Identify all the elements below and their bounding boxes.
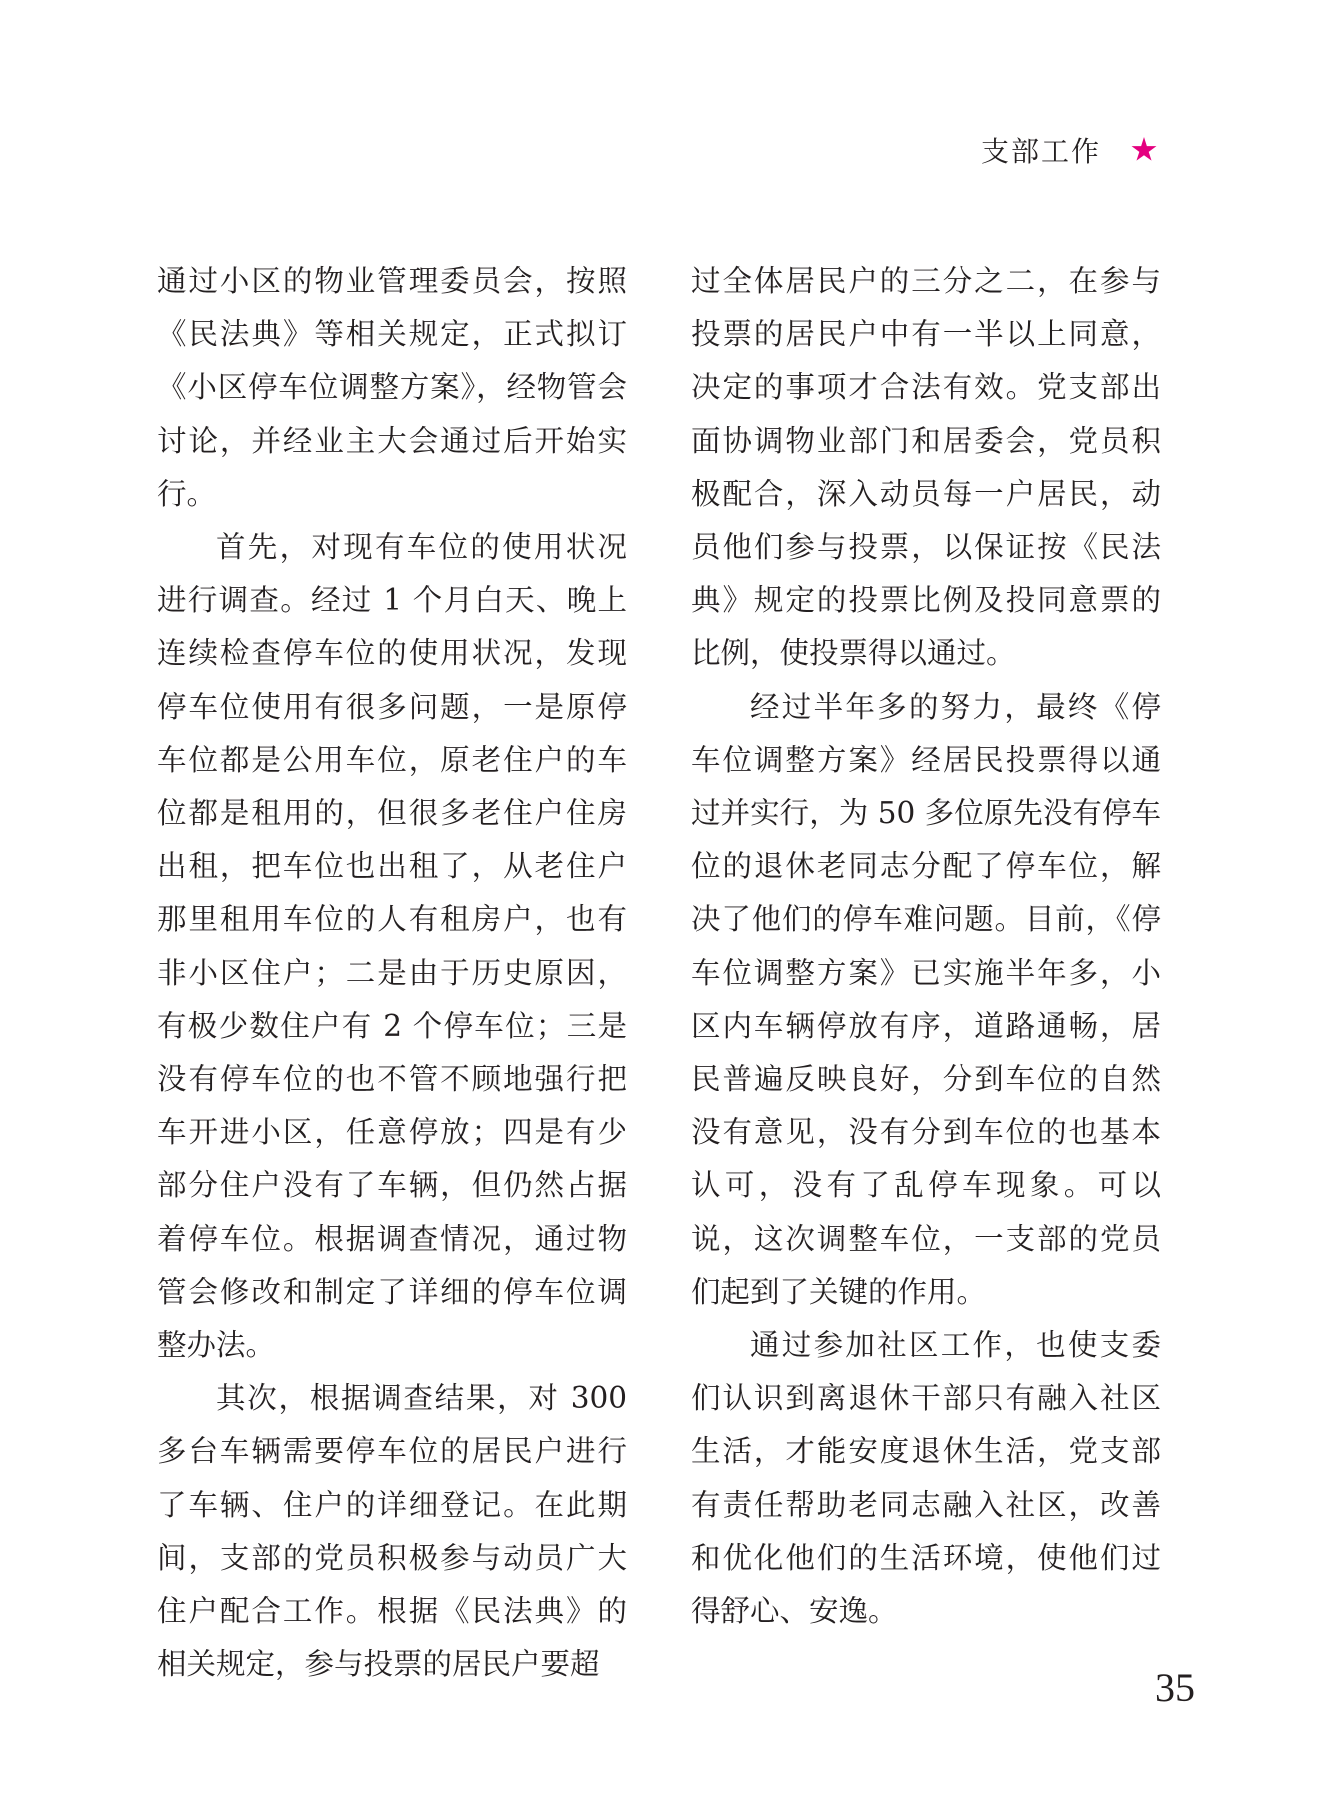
paragraph: 过全体居民户的三分之二，在参与投票的居民户中有一半以上同意，决定的事项才合法有效。党支部出面协调物业部门和居委会，党员积极配合，深入动员每一户居民，动员他们参与投票，以保证按《民法典》规定的投票比例及投同意票的比例，使投票得以通过。 [691,264,1161,671]
section-title: 支部工作 [980,135,1101,168]
paragraph: 首先，对现有车位的使用状况进行调查。经过 1 个月白天、晚上连续检查停车位的使用状况，发现停车位使用有很多问题，一是原停车位都是公用车位，原老住户的车位都是租用的，但很多老住户住房出租，把车位也出租了，从老住户那里租用车位的人有租房户，也有非小区住户；二是由于历史原因，有极少数住户有 2 个停车位；三是没有停车位的也不管不顾地强行把车开进小区，任意停放；四是有少部分住户没有了车辆，但仍然占据着停车位。根据调查情况，通过物管会修改和制定了详细的停车位调整办法。 [157,530,627,1363]
right-column [691,255,1161,1638]
paragraph: 通过小区的物业管理委员会，按照《民法典》等相关规定，正式拟订《小区停车位调整方案》，经物管会讨论，并经业主大会通过后开始实行。 [157,264,627,511]
star-icon [1131,137,1157,163]
paragraph: 其次，根据调查结果，对 300 多台车辆需要停车位的居民户进行了车辆、住户的详细登记。在此期间，支部的党员积极参与动员广大住户配合工作。根据《民法典》的相关规定，参与投票的居民户要超 [157,1381,627,1682]
running-header [981,128,1157,172]
paragraph: 经过半年多的努力，最终《停车位调整方案》经居民投票得以通过并实行，为 50 多位原先没有停车位的退休老同志分配了停车位，解决了他们的停车难问题。目前，《停车位调整方案》已实施半年多，小区内车辆停放有序，道路通畅，居民普遍反映良好，分到车位的自然没有意见，没有分到车位的也基本认可，没有了乱停车现象。可以说，这次调整车位，一支部的党员们起到了关键的作用。 [691,689,1161,1309]
page-number: 35 [1155,1665,1195,1710]
left-column [157,255,627,1691]
paragraph: 通过参加社区工作，也使支委们认识到离退休干部只有融入社区生活，才能安度退休生活，党支部有责任帮助老同志融入社区，改善和优化他们的生活环境，使他们过得舒心、安逸。 [691,1328,1161,1629]
